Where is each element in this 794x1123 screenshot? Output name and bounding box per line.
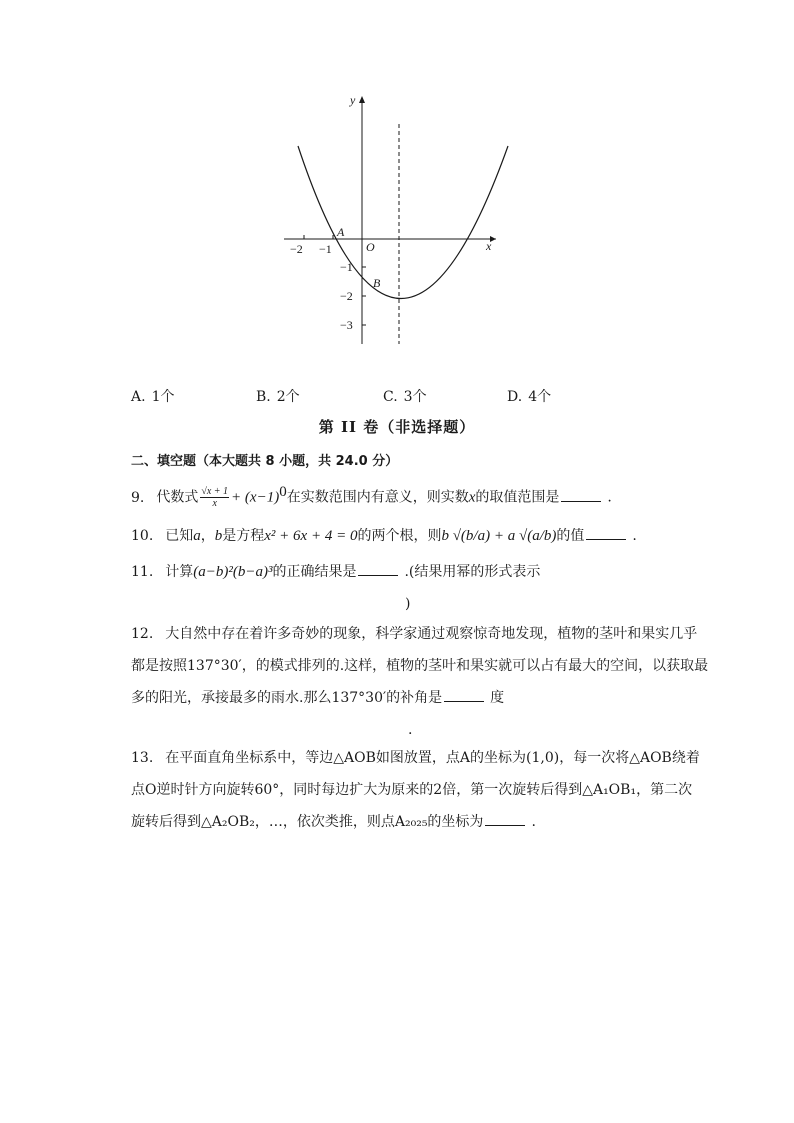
q10-equation: x² + 6x + 4 = 0 <box>264 528 358 544</box>
question-number: 11. <box>131 564 154 580</box>
option-a[interactable] <box>131 386 174 406</box>
q9-end: . <box>607 489 612 506</box>
q10-a: a <box>193 528 201 544</box>
q10-t1: 已知 <box>165 528 194 544</box>
q12-line2: 都是按照137°30′，的模式排列的.这样，植物的茎叶和果实就可以占有最大的空间，以获取最 <box>131 658 709 674</box>
q10-end: . <box>632 528 637 544</box>
q10-t4: 的两个根，则 <box>357 528 442 544</box>
point-b-label: B <box>373 276 381 290</box>
q13-line3 <box>131 812 536 832</box>
q10-expression: b √(b/a) + a √(a/b) <box>441 528 557 544</box>
part-heading: 二、填空题（本大题共 8 小题，共 24.0 分） <box>131 454 399 469</box>
option-letter: B. <box>256 389 271 405</box>
question-11 <box>131 562 540 582</box>
q12-line3b: 度 <box>490 690 505 706</box>
q10-t3: 是方程 <box>222 528 265 544</box>
parabola-curve <box>298 146 508 299</box>
q12-dot: . <box>408 722 413 738</box>
x-tick-label: −2 <box>290 242 303 256</box>
option-b[interactable] <box>256 386 300 406</box>
question-10 <box>131 526 637 546</box>
q11-expression: (a−b)²(b−a)³ <box>193 564 273 580</box>
q9-text2: 的取值范围是 <box>475 489 560 506</box>
y-axis-arrow <box>359 96 365 103</box>
q11-t3: .(结果用幂的形式表示 <box>404 564 541 580</box>
q13-line2: 点O逆时针方向旋转60°，同时每边扩大为原来的2倍，第一次旋转后得到△A₁OB₁，第二次 <box>131 782 693 798</box>
option-text: 4个 <box>528 389 552 405</box>
q10-b: b <box>214 528 223 544</box>
q9-exp: 0 <box>279 484 287 500</box>
q9-answer-blank[interactable] <box>561 489 601 502</box>
section-title: 第 II 卷（非选择题） <box>318 418 476 436</box>
question-number: 10. <box>131 528 154 544</box>
q13-line1: 在平面直角坐标系中，等边△AOB如图放置，点A的坐标为(1,0)，每一次将△AOB绕着 <box>165 750 700 766</box>
q12-answer-blank[interactable] <box>444 689 484 702</box>
y-tick-label: −2 <box>340 289 353 303</box>
option-letter: A. <box>131 389 146 405</box>
question-number: 9. <box>131 489 145 506</box>
q13-line3a: 旋转后得到△A₂OB₂，…，依次类推，则点A₂₀₂₅的坐标为 <box>131 814 484 830</box>
answer-options <box>131 386 691 406</box>
y-axis-label: y <box>350 93 356 107</box>
q9-frac-top: √x + 1 <box>201 486 229 498</box>
q9-mid: + (x−1) <box>231 489 280 506</box>
q12-line3a: 多的阳光，承接最多的雨水.那么137°30′的补角是 <box>131 690 443 706</box>
q10-answer-blank[interactable] <box>586 527 626 540</box>
option-text: 2个 <box>276 389 300 405</box>
graph-svg <box>270 88 510 350</box>
q9-prefix: 代数式 <box>156 489 199 506</box>
option-c[interactable] <box>383 386 427 406</box>
q13-end: . <box>531 814 536 830</box>
q12-line3 <box>131 688 504 708</box>
q12-line1: 大自然中存在着许多奇妙的现象，科学家通过观察惊奇地发现，植物的茎叶和果实几乎 <box>165 626 698 642</box>
q9-frac-bottom: x <box>212 498 217 510</box>
origin-label: O <box>366 240 375 254</box>
q9-text1: 在实数范围内有意义，则实数 <box>286 489 469 506</box>
question-13 <box>131 748 700 768</box>
option-text: 1个 <box>151 389 175 405</box>
x-tick-label: −1 <box>319 242 332 256</box>
question-number: 12. <box>131 626 154 642</box>
q9-fraction <box>200 486 229 509</box>
q11-close-paren: ) <box>405 596 411 612</box>
option-letter: D. <box>507 389 523 405</box>
parabola-graph <box>270 88 510 350</box>
y-tick-label: −1 <box>340 260 353 274</box>
option-letter: C. <box>383 389 398 405</box>
option-text: 3个 <box>403 389 427 405</box>
q10-t2: ， <box>200 528 215 544</box>
q13-answer-blank[interactable] <box>485 813 525 826</box>
y-tick-label: −3 <box>340 318 353 332</box>
x-axis-label: x <box>486 239 492 253</box>
question-number: 13. <box>131 750 154 766</box>
point-a-label: A <box>337 225 345 239</box>
q11-t1: 计算 <box>165 564 194 580</box>
q11-t2: 的正确结果是 <box>272 564 357 580</box>
q10-t5: 的值 <box>556 528 585 544</box>
q11-answer-blank[interactable] <box>358 563 398 576</box>
option-d[interactable] <box>507 386 551 406</box>
q9-var: x <box>468 489 476 506</box>
question-9 <box>131 482 612 509</box>
question-12 <box>131 624 697 644</box>
